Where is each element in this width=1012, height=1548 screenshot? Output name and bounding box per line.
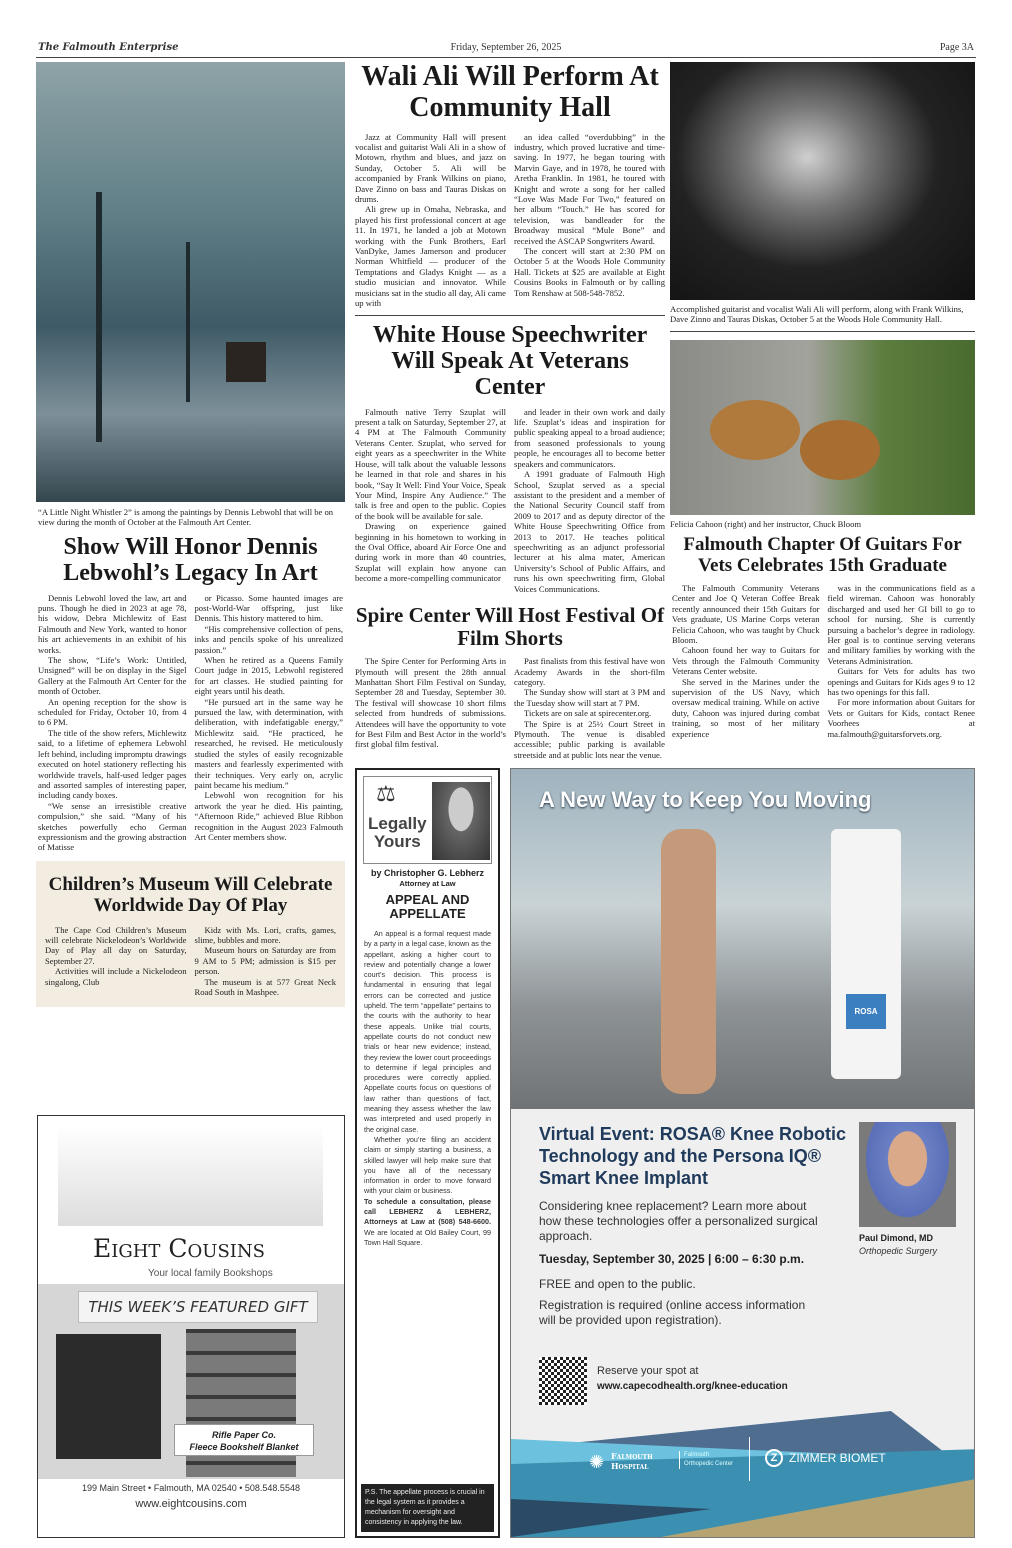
hospital-name-1: Falmouth <box>611 1451 653 1461</box>
paragraph: an idea called “overdubbing” in the industry, which proved lucrative and time-saving. In 1977, he began touring with Marvin Gaye, and in 1978, he toured with Aretha Franklin. In 1981, he toured with Knight and wrote a song for her called “Love Was Made For Two,” featured on her album “Touch.” He has scored for television, was bandleader for the Broadway musical “Mule Bone” and received the ASCAP Songwriters Award. <box>514 131 665 246</box>
eight-cousins-tagline: Your local family Bookshops <box>148 1268 273 1279</box>
paragraph: The title of the show refers, Michlewitz said, to a lifetime of ephemera Lebwohl left behind, including impromptu drawings executed on hotel stationery reflecting his worldwide travels, half-used ledger pages and assorted samples of interesting paper, including candy boxes. <box>38 727 187 801</box>
logo-legally: Legally <box>368 814 427 833</box>
paragraph: The Falmouth Community Veterans Center and Joe Q Veteran Coffee Break recently announced their 15th Guitars for Vets graduate, US Marine Corps veteran Felicia Cahoon, who was taught by Chuck Bloom. <box>672 583 820 646</box>
paragraph: For more information about Guitars for Vets or Guitars for Kids, contact Renee Voorhees at ma.falmouth@guitarsforvets.org. <box>827 697 975 739</box>
doctor-name: Paul Dimond, MD <box>859 1233 933 1243</box>
event-date: Tuesday, September 30, 2025 | 6:00 – 6:30 p.m. <box>539 1252 805 1266</box>
sponsor-name: ZIMMER BIOMET <box>789 1451 886 1465</box>
paragraph: Ali grew up in Omaha, Nebraska, and played his first professional concert at age 11. In 1971, he landed a job at Motown working with the Funk Brothers, Earl VanDyke, James Jamerson and producer Norman Whitfield — producer of the Temptations and Gladys Knight — as a studio musician and innovator. While musicians sat in the studio all day, Ali came up with <box>355 204 506 309</box>
paragraph: When he retired as a Queens Family Court judge in 2015, Lebwohl registered for art classes. He studied painting for eight years until his death. <box>194 655 343 697</box>
paragraph: The show, “Life’s Work: Untitled, Unsigned” will be on display in the Sigel Gallery at the Falmouth Art Center for the month of October. <box>38 655 187 697</box>
legal-paragraph: Whether you’re filing an accident claim or simply starting a business, a skilled lawyer will help make sure that you have all of the necessary information in order to move forward with your claim or business. <box>364 1134 491 1196</box>
paragraph: Guitars for Vets for adults has two openings and Guitars for Kids ages 9 to 12 has two openings for this fall. <box>827 666 975 698</box>
whitehouse-article <box>355 407 665 594</box>
hospital-logo-icon: ✺ <box>589 1452 605 1472</box>
paragraph: or Picasso. Some haunted images are post-World-War offspring, just like Dennis. This history mattered to him. <box>194 592 343 624</box>
attorney-title: Attorney at Law <box>399 879 456 888</box>
paragraph: “He pursued art in the same way he pursued the law, with determination, with deliberation, with indefatigable energy,” Michlewitz said. “He practiced, he researched, he revised. He meticulously studied the styles of easily recognizable masters and fearlessly experimented with their techniques. Very early on, acrylic paint became his medium.” <box>194 696 343 790</box>
lebwohl-article <box>36 593 345 853</box>
doctor-specialty: Orthopedic Surgery <box>859 1246 938 1256</box>
paragraph: The Sunday show will start at 3 PM and the Tuesday show will start at 7 PM. <box>514 687 665 708</box>
spire-article <box>355 656 665 760</box>
museum-headline: Children’s Museum Will Celebrate Worldwide Day Of Play <box>48 873 333 916</box>
hospital-name <box>611 1451 653 1471</box>
right-column <box>670 62 975 739</box>
legal-location: We are located at Old Bailey Court, 99 Town Hall Square. <box>364 1227 491 1247</box>
qr-code[interactable] <box>539 1357 587 1405</box>
paragraph: Past finalists from this festival have won Academy Awards in the short-film category. <box>514 656 665 687</box>
lebwohl-headline: Show Will Honor Dennis Lebwohl’s Legacy In Art <box>63 533 318 587</box>
registration-url[interactable]: www.capecodhealth.org/knee-education <box>597 1381 788 1392</box>
product-line-1: Rifle Paper Co. <box>211 1430 276 1440</box>
product-label <box>174 1424 314 1456</box>
guitars-article <box>670 583 975 739</box>
paragraph: Drawing on experience gained beginning in his hometown to working in the Oval Office, aboard Air Force One and during work in more than 40 countries, Szuplat will explain how anyone can become a more-compelling communicator <box>355 521 506 584</box>
paragraph: She served in the Marines under the supervision of the US Navy, which oversaw medical training. While on active duty, Cahoon was injured during combat training, so most of her military experience <box>672 676 820 739</box>
logo-yours: Yours <box>373 832 421 851</box>
paragraph: “His comprehensive collection of pens, inks and pencils spoke of his unrealized passion.” <box>194 623 343 655</box>
paragraph: Activities will include a Nickelodeon singalong, Club <box>45 966 187 987</box>
ortho-center-2: Orthopedic Center <box>684 1461 734 1467</box>
eight-cousins-website[interactable]: www.eightcousins.com <box>135 1498 247 1510</box>
paragraph: Jazz at Community Hall will present vocalist and guitarist Wali Ali in a show of Motown, rhythm and blues, and jazz on Sunday, October 5. Ali will be accompanied by Frank Wilkins on piano, Dave Zinno on bass and Tauras Diskas on drums. <box>355 131 506 205</box>
guitars-headline: Falmouth Chapter Of Guitars For Vets Celebrates 15th Graduate <box>683 534 962 577</box>
section-rule <box>355 315 665 316</box>
painting-image <box>36 62 345 502</box>
ad-header <box>363 776 492 864</box>
event-registration: Registration is required (online access information will be provided upon registration). <box>539 1298 806 1327</box>
event-text <box>539 1123 849 1328</box>
robot-label: ROSA <box>846 994 886 1029</box>
paragraph: A 1991 graduate of Falmouth High School, Szuplat served as a special assistant to the president and a member of the National Security Council staff from 2009 to 2017 and as deputy director of the White House Speechwriting Office from 2013 to 2017. He teaches political speechwriting as an adjunct professorial lecturer at his alma mater, American University’s School of Public Affairs, and runs his own speechwriting firm, Global Voices Communications. <box>514 469 665 594</box>
paragraph: Lebwohl won recognition for his artwork the year he died. His painting, “Afternoon Ride,” achieved Blue Ribbon recognition in the August 2023 Falmouth Art Center members show. <box>194 790 343 842</box>
logo-divider <box>749 1437 750 1481</box>
legal-paragraph: An appeal is a formal request made by a party in a legal case, known as the appellant, asking a higher court to review and potentially change a lower court’s decision. This process is fundamental in ensuring that legal errors can be corrected and justice upheld. The term “appellate” pertains to the courts with the authority to hear these appeals. Unlike trial courts, appellate courts do not conduct new trials or hear new evidence; instead, they review the lower court proceedings to determine if legal principles and procedures were correctly applied. Appellate courts focus on questions of law rather than questions of fact, meaning they assess whether the law was interpreted and used properly in the original case. <box>364 929 491 1134</box>
paragraph: Dennis Lebwohl loved the law, art and puns. Though he died in 2023 at age 78, his widow, Debra Michlewitz of East Falmouth and New York, wanted to honor his art achievements in an exhibit of his works. <box>38 592 187 655</box>
event-free: FREE and open to the public. <box>539 1277 696 1291</box>
reserve-label: Reserve your spot at <box>597 1365 699 1377</box>
whitehouse-headline: White House Speechwriter Will Speak At Veterans Center <box>372 321 648 401</box>
runner-photo <box>511 769 974 1109</box>
guitar-caption: Felicia Cahoon (right) and her instructor, Chuck Bloom <box>670 518 862 529</box>
wali-headline: Wali Ali Will Perform At Community Hall <box>361 61 659 123</box>
scales-icon: ⚖ <box>376 781 396 806</box>
zimmer-logo-icon: Z <box>765 1449 783 1467</box>
hospital-name-2: Hospital <box>611 1461 649 1471</box>
eight-cousins-logo: Eight Cousins <box>93 1234 265 1263</box>
rosa-ad <box>510 768 975 1538</box>
museum-article <box>45 925 336 998</box>
paragraph: The Spire is at 25½ Court Street in Plymouth. The venue is disabled accessible; public parking is available streetside and at public lots near the venue. <box>514 718 665 760</box>
wali-article <box>355 132 665 309</box>
paragraph: An opening reception for the show is scheduled for Friday, October 10, from 4 to 6 PM. <box>38 696 187 728</box>
paragraph: The Spire Center for Performing Arts in Plymouth will present the 28th annual Manhattan Short Film Festival on Sunday, September 28 and Tuesday, September 30. The festival will showcase 10 short films selected from hundreds of submissions. Attendees will have the opportunity to vote for Best Film and Best Actor in the world’s first global film festival. <box>355 656 506 750</box>
ad-banner: A New Way to Keep You Moving <box>539 787 872 812</box>
paragraph: was in the communications field as a field wireman. Cahoon was honorably discharged and used her GI bill to go to school for nursing. She is currently pursuing a bachelor’s degree in radiology. Her goal is to continue serving veterans and military families by working with the Veterans Administration. <box>827 583 975 666</box>
paragraph: The museum is at 577 Great Neck Road South in Mashpee. <box>194 976 336 997</box>
event-section <box>511 1109 974 1537</box>
ortho-center <box>679 1451 733 1469</box>
paragraph: The concert will start at 2:30 PM on October 5 at the Woods Hole Community Hall. Tickets at $25 are available at Eight Cousins Books in Falmouth or by calling Tom Renshaw at 508-548-7852. <box>514 246 665 298</box>
issue-date: Friday, September 26, 2025 <box>450 42 562 53</box>
byline: by Christopher G. Lebherz <box>370 868 484 878</box>
paragraph: Cahoon found her way to Guitars for Vets through the Falmouth Community Veterans Center website. <box>672 645 820 677</box>
legally-yours-ad <box>355 768 500 1538</box>
eight-cousins-ad <box>37 1115 345 1538</box>
museum-box <box>36 861 345 1008</box>
paragraph: Falmouth native Terry Szuplat will present a talk on Saturday, September 27, at 4 PM at The Falmouth Community Veterans Center. Szuplat, who served for eight years as a speechwriter in the White House, will talk about the valuable lessons he learned in that role and shares in his book, “Say It Well: Find Your Voice, Speak Your Mind, Inspire Any Audience.” The talk is free and open to the public. Copies of the book will be available for sale. <box>355 406 506 521</box>
paragraph: “We sense an irresistible creative compulsion,” she said. “Many of his sketches powerfully echo German expressionism and the growing abstraction of Matisse <box>38 800 187 853</box>
featured-gift-banner: THIS WEEK’S FEATURED GIFT <box>78 1291 318 1323</box>
wali-ali-photo <box>670 62 975 300</box>
left-column <box>36 62 345 1007</box>
paragraph: Museum hours on Saturday are from 9 AM to 5 PM; admission is $15 per person. <box>194 945 336 977</box>
ortho-center-1: Falmouth <box>684 1452 710 1458</box>
paragraph: and leader in their own work and daily life. Szuplat’s ideas and inspiration for public speaking appeal to a broad audience; from seasoned professionals to young people, he encourages all to become better speakers and communicators. <box>514 406 665 469</box>
spire-headline: Spire Center Will Host Festival Of Film Shorts <box>355 602 665 651</box>
ad-logo <box>368 815 427 851</box>
doctor-photo <box>859 1122 956 1227</box>
legal-headline: APPEAL AND APPELLATE <box>385 892 470 921</box>
legal-ps: P.S. The appellate process is crucial in the legal system as it provides a mechanism for oversight and consistency in applying the law. <box>361 1484 494 1532</box>
paper-name: The Falmouth Enterprise <box>38 42 179 53</box>
paragraph: The Cape Cod Children’s Museum will celebrate Nickelodeon’s Worldwide Day of Play all day on Saturday, September 27. <box>45 924 187 966</box>
section-rule <box>670 331 975 332</box>
eight-cousins-address: 199 Main Street • Falmouth, MA 02540 • 508.548.5548 <box>82 1483 300 1493</box>
wali-caption: Accomplished guitarist and vocalist Wali Ali will perform, along with Frank Wilkins, Dave Zinno and Tauras Diskas, October 5 at the Woods Hole Community Hall. <box>670 304 964 325</box>
attorney-photo <box>432 782 490 860</box>
guitar-photo <box>670 340 975 515</box>
decorative-waves <box>511 1409 975 1537</box>
legal-body <box>361 929 494 1248</box>
header-rule <box>36 57 976 58</box>
middle-column <box>355 62 665 760</box>
paragraph: Tickets are on sale at spirecenter.org. <box>524 708 652 719</box>
painting-caption: “A Little Night Whistler 2” is among the paintings by Dennis Lebwohl that will be on view during the month of October at the Falmouth Art Center. <box>38 507 334 528</box>
page-number: Page 3A <box>939 42 974 53</box>
event-title: Virtual Event: ROSA® Knee Robotic Technology and the Persona IQ® Smart Knee Implant <box>539 1124 846 1188</box>
event-intro: Considering knee replacement? Learn more about how these technologies offer a personalized surgical approach. <box>539 1199 818 1243</box>
product-line-2: Fleece Bookshelf Blanket <box>189 1442 299 1452</box>
paragraph: Kidz with Ms. Lori, crafts, games, slime, bubbles and more. <box>194 924 336 945</box>
legal-cta: To schedule a consultation, please call LEBHERZ & LEBHERZ, Attorneys at Law at (508) 548-6600. <box>364 1196 491 1227</box>
bookshop-illustration <box>58 1126 323 1226</box>
